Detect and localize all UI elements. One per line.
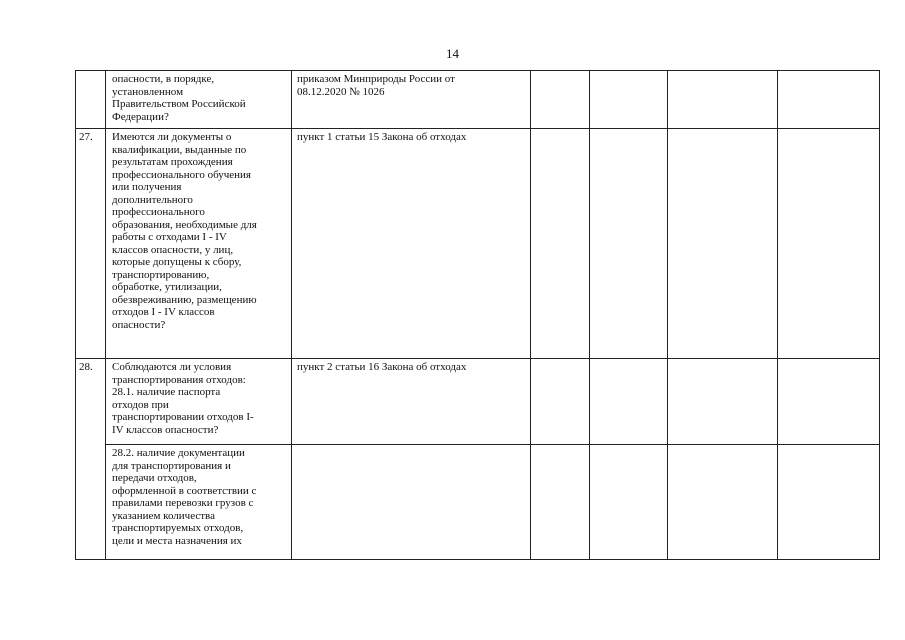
row-divider (75, 358, 880, 359)
row-reference: пункт 1 статьи 15 Закона об отходах (297, 131, 467, 143)
subrow-divider (105, 444, 880, 445)
row-question-sub: 28.2. наличие документации для транспортирования и передачи отходов, оформленной в соответствии с правилами перевозки грузов с указанием количества транспортируемых отходов, цели и места назначения их (112, 447, 257, 547)
table-border-left (75, 70, 76, 560)
row-number: 28. (79, 361, 93, 373)
row-reference: приказом Минприроды России от 08.12.2020 № 1026 (297, 73, 455, 98)
table-border-top (75, 70, 880, 71)
row-question: опасности, в порядке, установленном Правительством Российской Федерации? (112, 73, 246, 123)
table-border-bottom (75, 559, 880, 560)
column-divider (530, 70, 531, 560)
table-border-right (879, 70, 880, 560)
column-divider (777, 70, 778, 560)
checklist-table (75, 70, 880, 560)
row-question: Соблюдаются ли условия транспортирования отходов: 28.1. наличие паспорта отходов при транспортировании отходов I- IV классов опасности? (112, 361, 254, 436)
row-number: 27. (79, 131, 93, 143)
page-number: 14 (446, 46, 459, 61)
column-divider (667, 70, 668, 560)
column-divider (291, 70, 292, 560)
column-divider (589, 70, 590, 560)
row-reference: пункт 2 статьи 16 Закона об отходах (297, 361, 467, 373)
column-divider (105, 70, 106, 560)
row-divider (75, 128, 880, 129)
row-question: Имеются ли документы о квалификации, выданные по результатам прохождения профессионального обучения или получения дополнительного профессионального образования, необходимые для работы с отходами I - IV классов опасности, у лиц, которые допущены к сбору, транспортированию, обработке, утилизации, обезвреживанию, размещению отходов I - IV классов опасности? (112, 131, 257, 331)
